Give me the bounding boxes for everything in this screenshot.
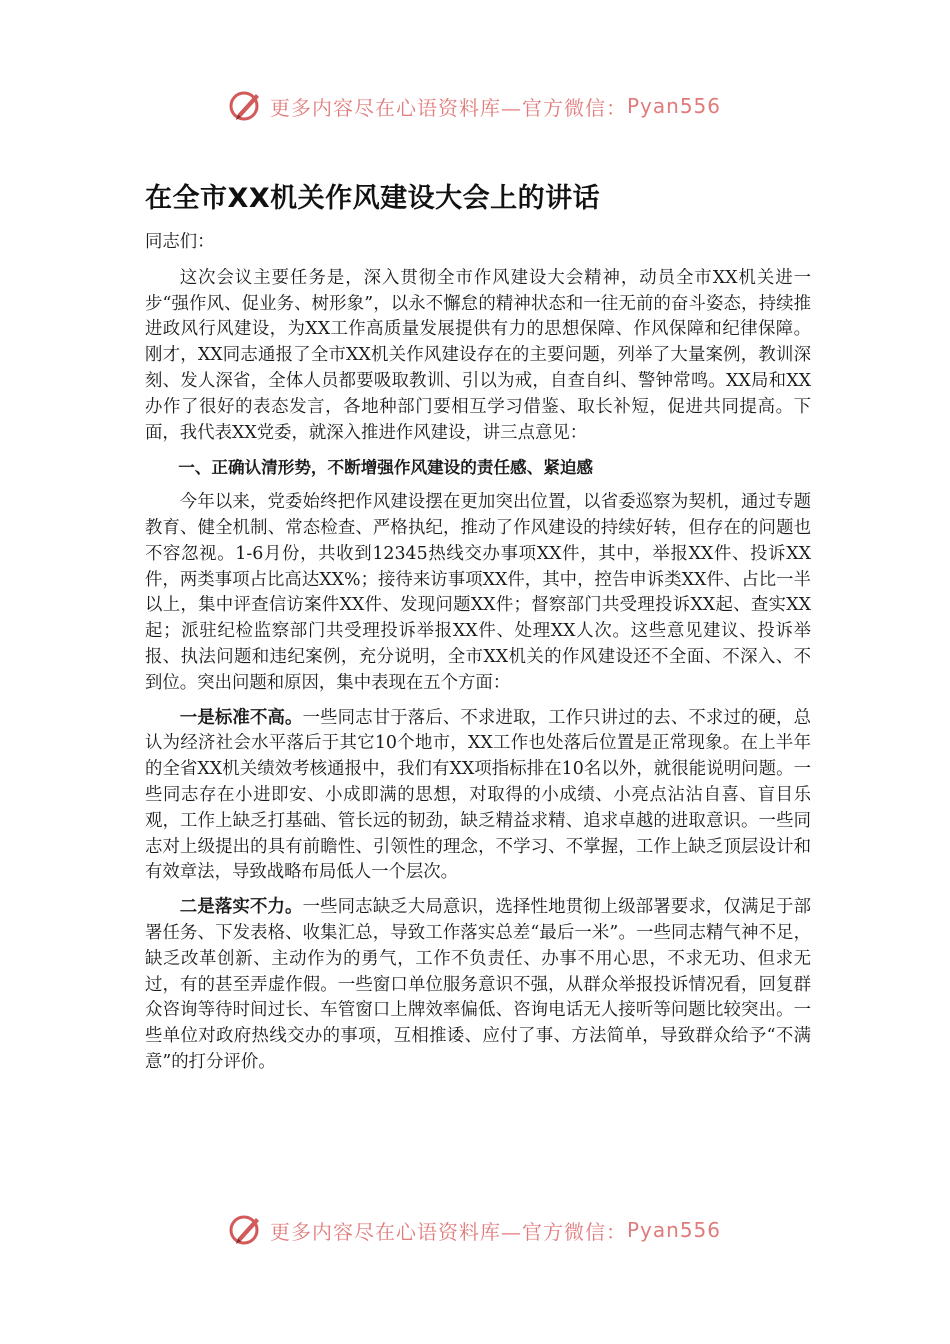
point-body-2: 一些同志缺乏大局意识，选择性地贯彻上级部署要求，仅满足于部署任务、下发表格、收集汇总，导致工作落实总差“最后一米”。一些同志精气神不足，缺乏改革创新、主动作为的勇气，工作不负责任、办事不用心思，不求无功、但求无过，有的甚至弄虚作假。一些窗口单位服务意识不强，从群众举报投诉情况看，回复群众咨询等待时间过长、车管窗口上牌效率偏低、咨询电话无人接听等问题比较突出。一些单位对政府热线交办的事项，互相推诿、应付了事、方法简单，导致群众给予“不满意”的打分评价。: [145, 897, 811, 1072]
point-paragraph-2: [145, 895, 811, 1076]
pen-logo-icon: [228, 1212, 264, 1248]
watermark-wechat-id: Pyan556: [627, 94, 722, 118]
document-title: 在全市XX机关作风建设大会上的讲话: [145, 183, 601, 214]
point-lead-2: 二是落实不力。: [179, 897, 303, 918]
section-paragraph-1: 今年以来，党委始终把作风建设摆在更加突出位置，以省委巡察为契机，通过专题教育、健全机制、常态检查、严格执纪，推动了作风建设的持续好转，但存在的问题也不容忽视。1-6月份，共收到12345热线交办事项XX件，其中，举报XX件、投诉XX件，两类事项占比高达XX%；接待来访事项XX件，其中，控告申诉类XX件、占比一半以上，集中评查信访案件XX件、发现问题XX件；督察部门共受理投诉XX起、查实XX起；派驻纪检监察部门共受理投诉举报XX件、处理XX人次。这些意见建议、投诉举报、执法问题和违纪案例，充分说明，全市XX机关的作风建设还不全面、不深入、不到位。突出问题和原因，集中表现在五个方面：: [145, 492, 811, 693]
watermark-text: 更多内容尽在心语资料库—官方微信：: [270, 95, 627, 120]
watermark-footer: [228, 1210, 721, 1250]
pen-logo-icon: [228, 88, 264, 124]
section-heading-1: 一、正确认清形势，不断增强作风建设的责任感、紧迫感: [178, 458, 594, 478]
document-body: [145, 230, 811, 1076]
point-lead-1: 一是标准不高。: [179, 707, 303, 728]
point-paragraph-1: [145, 706, 811, 887]
salutation: 同志们：: [145, 232, 215, 252]
watermark-header: [228, 86, 721, 126]
watermark-wechat-id: Pyan556: [627, 1218, 722, 1242]
intro-paragraph: 这次会议主要任务是，深入贯彻全市作风建设大会精神，动员全市XX机关进一步“强作风、促业务、树形象”，以永不懈怠的精神状态和一往无前的奋斗姿态，持续推进政风行风建设，为XX工作高质量发展提供有力的思想保障、作风保障和纪律保障。刚才，XX同志通报了全市XX机关作风建设存在的主要问题，列举了大量案例，教训深刻、发人深省，全体人员都要吸取教训、引以为戒，自查自纠、警钟常鸣。XX局和XX办作了很好的表态发言，各地种部门要相互学习借鉴、取长补短，促进共同提高。下面，我代表XX党委，就深入推进作风建设，讲三点意见：: [145, 267, 811, 443]
point-body-1: 一些同志甘于落后、不求进取，工作只讲过的去、不求过的硬，总认为经济社会水平落后于其它10个地市，XX工作也处落后位置是正常现象。在上半年的全省XX机关绩效考核通报中，我们有XX项指标排在10名以外，就很能说明问题。一些同志存在小进即安、小成即满的思想，对取得的小成绩、小亮点沾沾自喜、盲目乐观，工作上缺乏打基础、管长远的韧劲，缺乏精益求精、追求卓越的进取意识。一些同志对上级提出的具有前瞻性、引领性的理念，不学习、不掌握，工作上缺乏顶层设计和有效章法，导致战略布局低人一个层次。: [145, 707, 811, 883]
watermark-text: 更多内容尽在心语资料库—官方微信：: [270, 1219, 627, 1244]
